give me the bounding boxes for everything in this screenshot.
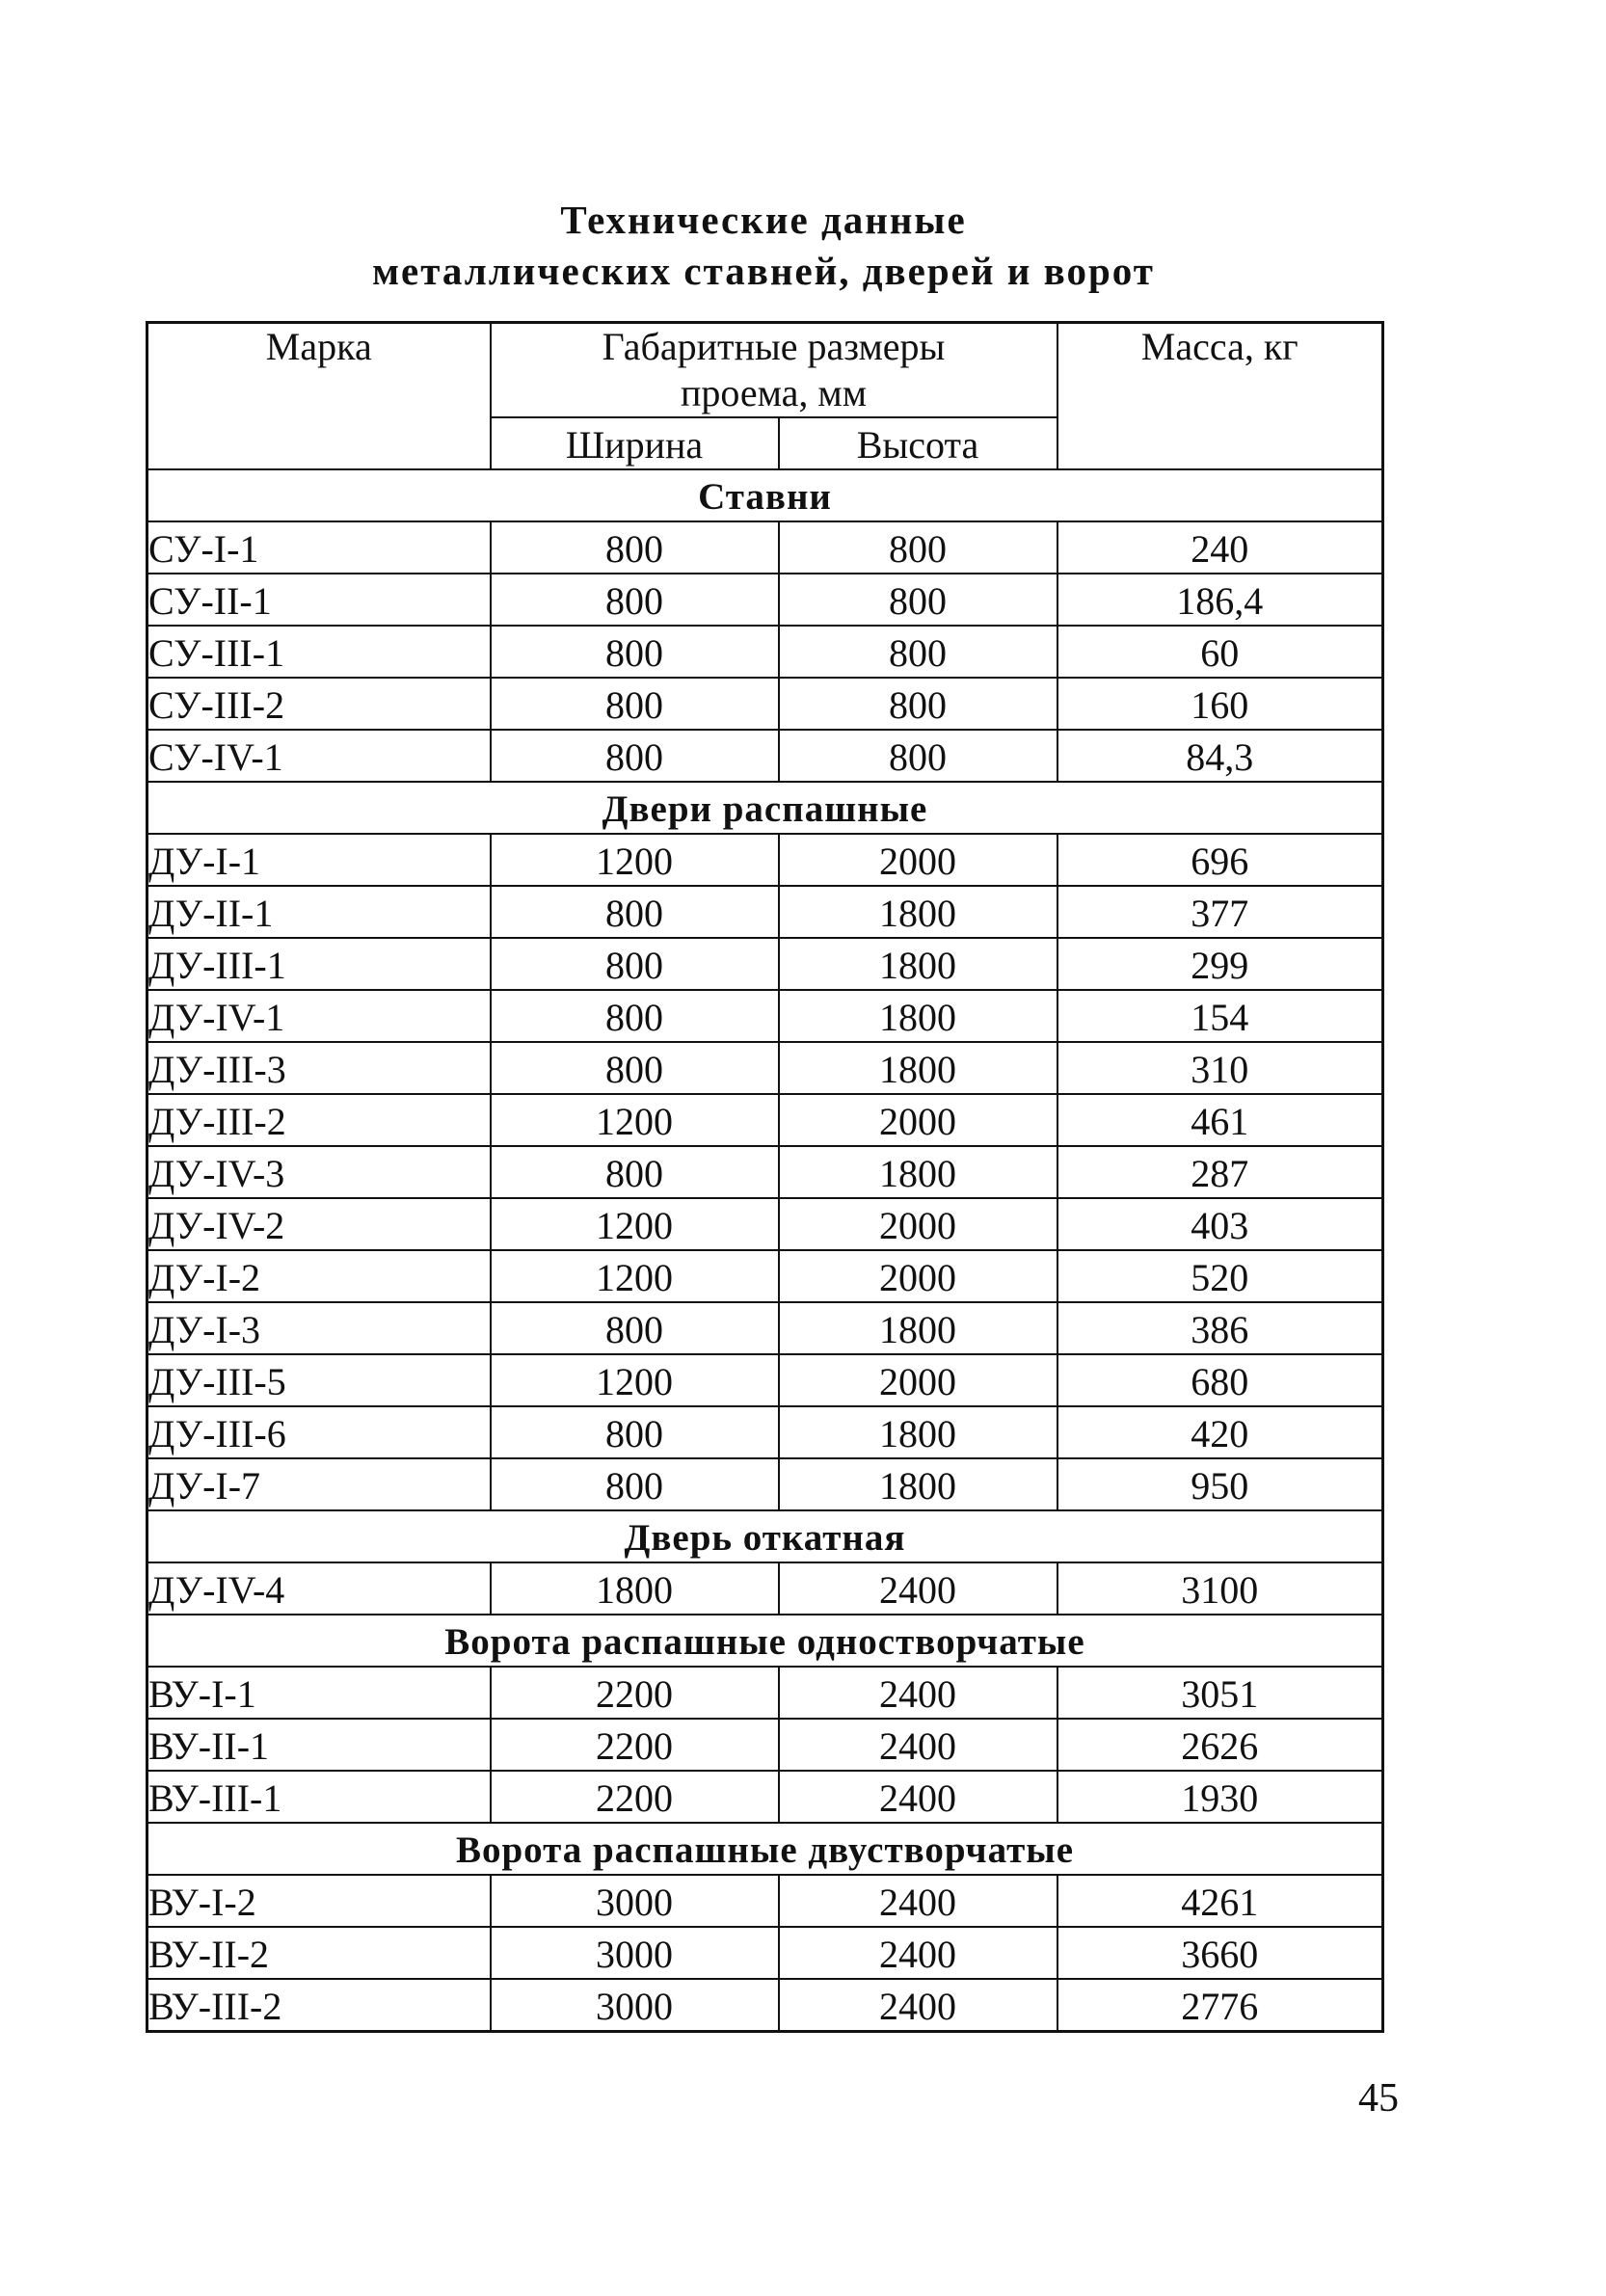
cell-width: 1200 xyxy=(491,834,779,886)
cell-brand: ДУ-II-1 xyxy=(147,886,491,938)
cell-height: 800 xyxy=(779,574,1057,626)
technical-data-table xyxy=(146,321,1384,2033)
cell-mass: 240 xyxy=(1057,521,1383,574)
cell-width: 1200 xyxy=(491,1354,779,1406)
cell-brand: СУ-III-1 xyxy=(147,626,491,678)
cell-mass: 299 xyxy=(1057,938,1383,990)
cell-brand: ВУ-III-2 xyxy=(147,1979,491,2031)
table-row xyxy=(147,886,1383,938)
table-row xyxy=(147,1667,1383,1719)
cell-brand: ДУ-I-1 xyxy=(147,834,491,886)
cell-width: 800 xyxy=(491,1406,779,1458)
cell-mass: 60 xyxy=(1057,626,1383,678)
cell-width: 800 xyxy=(491,521,779,574)
section-title: Двери распашные xyxy=(147,782,1383,834)
cell-mass: 403 xyxy=(1057,1198,1383,1250)
section-title: Ворота распашные двустворчатые xyxy=(147,1823,1383,1875)
header-mass: Масса, кг xyxy=(1057,323,1383,470)
cell-mass: 386 xyxy=(1057,1302,1383,1354)
header-dimensions-line-1: Габаритные размеры xyxy=(602,325,946,368)
cell-width: 800 xyxy=(491,678,779,730)
cell-mass: 154 xyxy=(1057,990,1383,1042)
cell-width: 3000 xyxy=(491,1979,779,2031)
table-row xyxy=(147,1771,1383,1823)
table-row xyxy=(147,1719,1383,1771)
cell-brand: ДУ-IV-3 xyxy=(147,1146,491,1198)
table-row xyxy=(147,1042,1383,1094)
cell-width: 2200 xyxy=(491,1667,779,1719)
cell-mass: 520 xyxy=(1057,1250,1383,1302)
cell-mass: 420 xyxy=(1057,1406,1383,1458)
cell-height: 800 xyxy=(779,521,1057,574)
table-row xyxy=(147,1979,1383,2031)
cell-mass: 950 xyxy=(1057,1458,1383,1510)
cell-height: 800 xyxy=(779,626,1057,678)
cell-width: 2200 xyxy=(491,1771,779,1823)
cell-mass: 84,3 xyxy=(1057,730,1383,782)
cell-width: 800 xyxy=(491,1042,779,1094)
section-title: Ставни xyxy=(147,469,1383,521)
table-row xyxy=(147,1198,1383,1250)
cell-brand: ДУ-III-5 xyxy=(147,1354,491,1406)
cell-mass: 2776 xyxy=(1057,1979,1383,2031)
cell-height: 800 xyxy=(779,678,1057,730)
header-brand: Марка xyxy=(147,323,491,470)
cell-brand: ВУ-II-2 xyxy=(147,1927,491,1979)
cell-brand: СУ-III-2 xyxy=(147,678,491,730)
header-height: Высота xyxy=(779,417,1057,469)
cell-brand: СУ-II-1 xyxy=(147,574,491,626)
cell-height: 2400 xyxy=(779,1979,1057,2031)
cell-mass: 2626 xyxy=(1057,1719,1383,1771)
table-row xyxy=(147,1875,1383,1927)
cell-brand: ДУ-III-1 xyxy=(147,938,491,990)
table-row xyxy=(147,990,1383,1042)
cell-height: 2000 xyxy=(779,1094,1057,1146)
section-row xyxy=(147,1510,1383,1562)
cell-brand: ВУ-III-1 xyxy=(147,1771,491,1823)
page-title xyxy=(146,195,1381,297)
cell-mass: 680 xyxy=(1057,1354,1383,1406)
cell-height: 2400 xyxy=(779,1771,1057,1823)
section-row xyxy=(147,1615,1383,1667)
header-dimensions-line-2: проема, мм xyxy=(680,371,868,414)
cell-brand: ДУ-III-2 xyxy=(147,1094,491,1146)
table-row xyxy=(147,1458,1383,1510)
cell-width: 800 xyxy=(491,1146,779,1198)
cell-width: 1200 xyxy=(491,1094,779,1146)
cell-mass: 310 xyxy=(1057,1042,1383,1094)
cell-width: 800 xyxy=(491,626,779,678)
cell-height: 2400 xyxy=(779,1719,1057,1771)
cell-width: 2200 xyxy=(491,1719,779,1771)
cell-brand: ДУ-IV-4 xyxy=(147,1562,491,1615)
table-row xyxy=(147,730,1383,782)
cell-mass: 461 xyxy=(1057,1094,1383,1146)
cell-height: 1800 xyxy=(779,1406,1057,1458)
cell-brand: ДУ-I-3 xyxy=(147,1302,491,1354)
cell-width: 800 xyxy=(491,574,779,626)
cell-height: 1800 xyxy=(779,938,1057,990)
table-row xyxy=(147,574,1383,626)
table-header xyxy=(147,323,1383,470)
table-row xyxy=(147,1302,1383,1354)
title-line-2: металлических ставней, дверей и ворот xyxy=(372,249,1155,293)
section-row xyxy=(147,1823,1383,1875)
header-dimensions xyxy=(491,323,1057,418)
cell-width: 800 xyxy=(491,730,779,782)
section-row xyxy=(147,782,1383,834)
cell-mass: 3100 xyxy=(1057,1562,1383,1615)
table-row xyxy=(147,834,1383,886)
cell-brand: ДУ-I-7 xyxy=(147,1458,491,1510)
cell-brand: ДУ-III-3 xyxy=(147,1042,491,1094)
cell-brand: СУ-IV-1 xyxy=(147,730,491,782)
cell-width: 800 xyxy=(491,1302,779,1354)
cell-width: 800 xyxy=(491,990,779,1042)
cell-width: 3000 xyxy=(491,1927,779,1979)
cell-height: 800 xyxy=(779,730,1057,782)
cell-mass: 186,4 xyxy=(1057,574,1383,626)
cell-width: 1200 xyxy=(491,1198,779,1250)
cell-brand: ДУ-I-2 xyxy=(147,1250,491,1302)
cell-height: 2000 xyxy=(779,1198,1057,1250)
cell-width: 800 xyxy=(491,938,779,990)
table-row xyxy=(147,1250,1383,1302)
cell-mass: 377 xyxy=(1057,886,1383,938)
cell-height: 2400 xyxy=(779,1667,1057,1719)
section-title: Дверь откатная xyxy=(147,1510,1383,1562)
table-row xyxy=(147,1094,1383,1146)
table-row xyxy=(147,1562,1383,1615)
cell-height: 1800 xyxy=(779,990,1057,1042)
table-row xyxy=(147,1354,1383,1406)
cell-brand: СУ-I-1 xyxy=(147,521,491,574)
cell-mass: 1930 xyxy=(1057,1771,1383,1823)
cell-brand: ВУ-I-2 xyxy=(147,1875,491,1927)
header-row xyxy=(147,323,1383,418)
cell-height: 1800 xyxy=(779,1458,1057,1510)
cell-height: 2400 xyxy=(779,1562,1057,1615)
cell-brand: ДУ-III-6 xyxy=(147,1406,491,1458)
cell-brand: ДУ-IV-2 xyxy=(147,1198,491,1250)
cell-height: 2400 xyxy=(779,1927,1057,1979)
cell-brand: ДУ-IV-1 xyxy=(147,990,491,1042)
table-row xyxy=(147,1406,1383,1458)
cell-brand: ВУ-I-1 xyxy=(147,1667,491,1719)
cell-width: 800 xyxy=(491,886,779,938)
cell-width: 3000 xyxy=(491,1875,779,1927)
cell-height: 1800 xyxy=(779,1146,1057,1198)
page-number: 45 xyxy=(1358,2076,1399,2121)
cell-height: 2000 xyxy=(779,1354,1057,1406)
title-line-1: Технические данные xyxy=(560,198,967,242)
cell-width: 1200 xyxy=(491,1250,779,1302)
cell-height: 2000 xyxy=(779,1250,1057,1302)
table-body xyxy=(147,469,1383,2031)
table-row xyxy=(147,521,1383,574)
cell-height: 1800 xyxy=(779,1042,1057,1094)
cell-width: 800 xyxy=(491,1458,779,1510)
cell-mass: 696 xyxy=(1057,834,1383,886)
cell-height: 1800 xyxy=(779,1302,1057,1354)
cell-height: 1800 xyxy=(779,886,1057,938)
table-row xyxy=(147,1927,1383,1979)
table-row xyxy=(147,938,1383,990)
table-row xyxy=(147,626,1383,678)
header-width: Ширина xyxy=(491,417,779,469)
table-row xyxy=(147,678,1383,730)
cell-mass: 3051 xyxy=(1057,1667,1383,1719)
cell-width: 1800 xyxy=(491,1562,779,1615)
section-title: Ворота распашные одностворчатые xyxy=(147,1615,1383,1667)
cell-mass: 160 xyxy=(1057,678,1383,730)
section-row xyxy=(147,469,1383,521)
cell-height: 2400 xyxy=(779,1875,1057,1927)
table-row xyxy=(147,1146,1383,1198)
cell-mass: 4261 xyxy=(1057,1875,1383,1927)
cell-mass: 287 xyxy=(1057,1146,1383,1198)
cell-height: 2000 xyxy=(779,834,1057,886)
cell-mass: 3660 xyxy=(1057,1927,1383,1979)
cell-brand: ВУ-II-1 xyxy=(147,1719,491,1771)
